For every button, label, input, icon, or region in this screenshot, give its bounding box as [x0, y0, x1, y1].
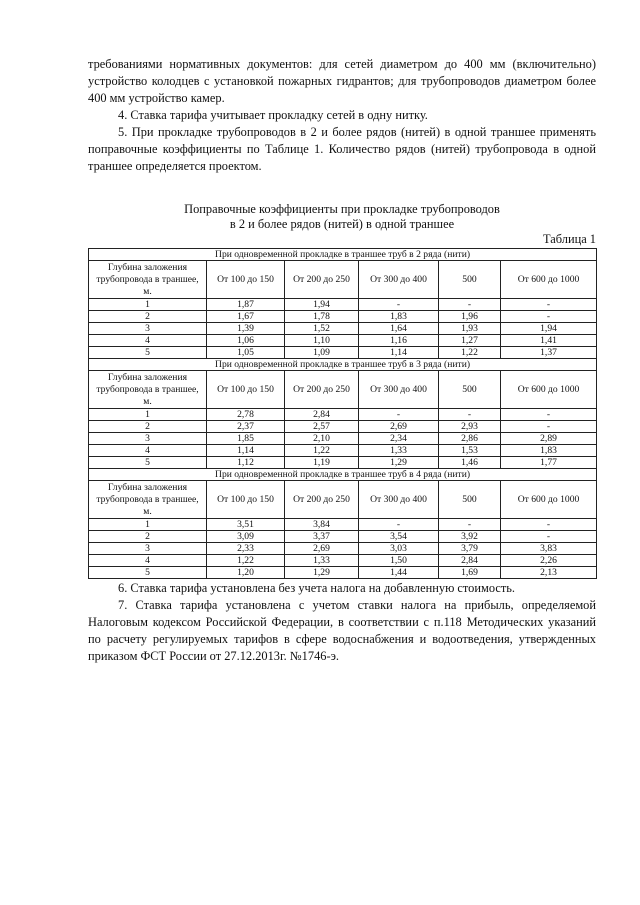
section-title: При одновременной прокладке в траншее труб в 2 ряда (нити): [89, 249, 597, 261]
diameter-column-header: 500: [439, 481, 501, 519]
table-row: [89, 347, 597, 359]
table-title: [88, 202, 596, 232]
diameter-column-header: От 300 до 400: [359, 261, 439, 299]
depth-cell: 3: [89, 433, 207, 445]
section-title: При одновременной прокладке в траншее труб в 3 ряда (нити): [89, 359, 597, 371]
depth-cell: 5: [89, 457, 207, 469]
coefficient-cell: 3,84: [285, 519, 359, 531]
coefficient-cell: 1,39: [207, 323, 285, 335]
diameter-column-header: От 100 до 150: [207, 371, 285, 409]
section-title-row: [89, 359, 597, 371]
paragraph-item-6: 6. Ставка тарифа установлена без учета налога на добавленную стоимость.: [118, 581, 516, 595]
table-row: [89, 299, 597, 311]
table-row: [89, 445, 597, 457]
coefficient-cell: 2,69: [285, 543, 359, 555]
table-title-line-1: Поправочные коэффициенты при прокладке трубопроводов: [184, 202, 500, 216]
coefficient-cell: 1,64: [359, 323, 439, 335]
coefficient-cell: 1,77: [501, 457, 597, 469]
coefficient-cell: 1,09: [285, 347, 359, 359]
depth-cell: 4: [89, 555, 207, 567]
table-row: [89, 323, 597, 335]
coefficient-cell: -: [501, 311, 597, 323]
table-title-line-2: в 2 и более рядов (нитей) в одной траншее: [229, 217, 455, 231]
coefficient-cell: -: [501, 519, 597, 531]
coefficient-cell: 2,37: [207, 421, 285, 433]
coefficient-cell: 1,14: [359, 347, 439, 359]
coefficient-cell: 1,94: [285, 299, 359, 311]
coefficient-cell: 1,22: [207, 555, 285, 567]
diameter-column-header: От 100 до 150: [207, 261, 285, 299]
diameter-column-header: От 300 до 400: [359, 371, 439, 409]
column-header-row: [89, 261, 597, 299]
diameter-column-header: От 600 до 1000: [501, 481, 597, 519]
coefficient-cell: 1,22: [439, 347, 501, 359]
coefficient-cell: -: [359, 409, 439, 421]
diameter-column-header: От 200 до 250: [285, 371, 359, 409]
coefficient-cell: 1,22: [285, 445, 359, 457]
table-row: [89, 409, 597, 421]
coefficient-cell: 1,14: [207, 445, 285, 457]
depth-cell: 4: [89, 445, 207, 457]
coefficient-cell: 2,34: [359, 433, 439, 445]
coefficient-cell: 1,85: [207, 433, 285, 445]
coefficient-cell: 1,12: [207, 457, 285, 469]
depth-cell: 3: [89, 323, 207, 335]
coefficient-cell: 1,78: [285, 311, 359, 323]
coefficient-cell: 1,94: [501, 323, 597, 335]
table-row: [89, 555, 597, 567]
paragraph-item-5: 5. При прокладке трубопроводов в 2 и более рядов (нитей) в одной траншее применять поправочные коэффициенты по Таблице 1. Количество рядов (нитей) трубопровода в одной траншее определяется проектом.: [88, 125, 596, 173]
coefficient-cell: 1,50: [359, 555, 439, 567]
coefficient-cell: 2,84: [439, 555, 501, 567]
coefficient-cell: 1,20: [207, 567, 285, 579]
table-number-label: Таблица 1: [543, 232, 596, 246]
coefficient-cell: 1,29: [285, 567, 359, 579]
diameter-column-header: От 200 до 250: [285, 261, 359, 299]
coefficient-cell: 1,16: [359, 335, 439, 347]
table-row: [89, 421, 597, 433]
coefficient-cell: 1,53: [439, 445, 501, 457]
coefficient-cell: -: [359, 299, 439, 311]
coefficient-cell: 3,51: [207, 519, 285, 531]
coefficient-cell: -: [501, 409, 597, 421]
table-row: [89, 519, 597, 531]
depth-cell: 3: [89, 543, 207, 555]
coefficient-cell: 1,46: [439, 457, 501, 469]
coefficient-cell: 2,89: [501, 433, 597, 445]
column-header-row: [89, 481, 597, 519]
coefficient-cell: 1,10: [285, 335, 359, 347]
depth-cell: 2: [89, 311, 207, 323]
coefficient-cell: 1,27: [439, 335, 501, 347]
coefficient-cell: 2,26: [501, 555, 597, 567]
coefficient-cell: 1,33: [359, 445, 439, 457]
depth-column-header: Глубина заложения трубопровода в траншее, м.: [89, 481, 207, 519]
coefficients-table-body: [89, 249, 597, 579]
coefficient-cell: 1,87: [207, 299, 285, 311]
coefficient-cell: -: [439, 409, 501, 421]
coefficient-cell: 2,10: [285, 433, 359, 445]
coefficient-cell: 3,03: [359, 543, 439, 555]
coefficient-cell: 1,67: [207, 311, 285, 323]
depth-cell: 2: [89, 421, 207, 433]
coefficient-cell: 1,52: [285, 323, 359, 335]
depth-cell: 4: [89, 335, 207, 347]
coefficients-table: [88, 248, 597, 579]
coefficient-cell: 1,37: [501, 347, 597, 359]
section-title-row: [89, 469, 597, 481]
diameter-column-header: От 100 до 150: [207, 481, 285, 519]
table-row: [89, 433, 597, 445]
coefficient-cell: 1,93: [439, 323, 501, 335]
coefficient-cell: 3,37: [285, 531, 359, 543]
coefficient-cell: -: [501, 421, 597, 433]
depth-cell: 5: [89, 567, 207, 579]
column-header-row: [89, 371, 597, 409]
coefficient-cell: 3,54: [359, 531, 439, 543]
depth-cell: 5: [89, 347, 207, 359]
coefficient-cell: 2,69: [359, 421, 439, 433]
coefficient-cell: 1,96: [439, 311, 501, 323]
table-row: [89, 311, 597, 323]
coefficient-cell: 1,44: [359, 567, 439, 579]
coefficient-cell: 2,33: [207, 543, 285, 555]
depth-cell: 1: [89, 299, 207, 311]
coefficient-cell: 1,83: [359, 311, 439, 323]
paragraph-requirements: требованиями нормативных документов: для сетей диаметром до 400 мм (включительно) устройство колодцев с установкой пожарных гидрантов; для трубопроводов диаметром более 400 мм устройство камер.: [88, 57, 596, 105]
coefficient-cell: -: [501, 299, 597, 311]
coefficient-cell: 2,86: [439, 433, 501, 445]
table-row: [89, 457, 597, 469]
coefficient-cell: 2,93: [439, 421, 501, 433]
coefficient-cell: 2,84: [285, 409, 359, 421]
depth-cell: 1: [89, 409, 207, 421]
coefficient-cell: -: [439, 299, 501, 311]
diameter-column-header: От 600 до 1000: [501, 371, 597, 409]
coefficient-cell: 1,05: [207, 347, 285, 359]
coefficient-cell: 1,83: [501, 445, 597, 457]
document-page: [88, 56, 596, 665]
coefficient-cell: 3,09: [207, 531, 285, 543]
depth-cell: 2: [89, 531, 207, 543]
coefficient-cell: -: [501, 531, 597, 543]
paragraph-item-4: 4. Ставка тарифа учитывает прокладку сетей в одну нитку.: [118, 108, 428, 122]
diameter-column-header: От 300 до 400: [359, 481, 439, 519]
coefficient-cell: 3,83: [501, 543, 597, 555]
coefficient-cell: -: [439, 519, 501, 531]
coefficient-cell: 1,33: [285, 555, 359, 567]
coefficient-cell: 3,92: [439, 531, 501, 543]
depth-column-header: Глубина заложения трубопровода в траншее, м.: [89, 371, 207, 409]
coefficient-cell: 1,41: [501, 335, 597, 347]
depth-column-header: Глубина заложения трубопровода в траншее, м.: [89, 261, 207, 299]
coefficient-cell: 1,29: [359, 457, 439, 469]
diameter-column-header: 500: [439, 371, 501, 409]
table-row: [89, 335, 597, 347]
diameter-column-header: От 600 до 1000: [501, 261, 597, 299]
table-row: [89, 531, 597, 543]
section-title: При одновременной прокладке в траншее труб в 4 ряда (нити): [89, 469, 597, 481]
coefficient-cell: 1,06: [207, 335, 285, 347]
coefficient-cell: 2,13: [501, 567, 597, 579]
coefficient-cell: 1,19: [285, 457, 359, 469]
section-title-row: [89, 249, 597, 261]
depth-cell: 1: [89, 519, 207, 531]
coefficient-cell: -: [359, 519, 439, 531]
diameter-column-header: 500: [439, 261, 501, 299]
diameter-column-header: От 200 до 250: [285, 481, 359, 519]
table-row: [89, 543, 597, 555]
coefficient-cell: 2,57: [285, 421, 359, 433]
table-row: [89, 567, 597, 579]
coefficient-cell: 1,69: [439, 567, 501, 579]
coefficient-cell: 2,78: [207, 409, 285, 421]
paragraph-item-7: 7. Ставка тарифа установлена с учетом ставки налога на прибыль, определяемой Налоговым кодексом Российской Федерации, в соответствии с п.118 Методических указаний по расчету регулируемых тарифов в сфере водоснабжения и водоотведения, утвержденных приказом ФСТ России от 27.12.2013г. №1746-э.: [88, 598, 596, 663]
coefficient-cell: 3,79: [439, 543, 501, 555]
